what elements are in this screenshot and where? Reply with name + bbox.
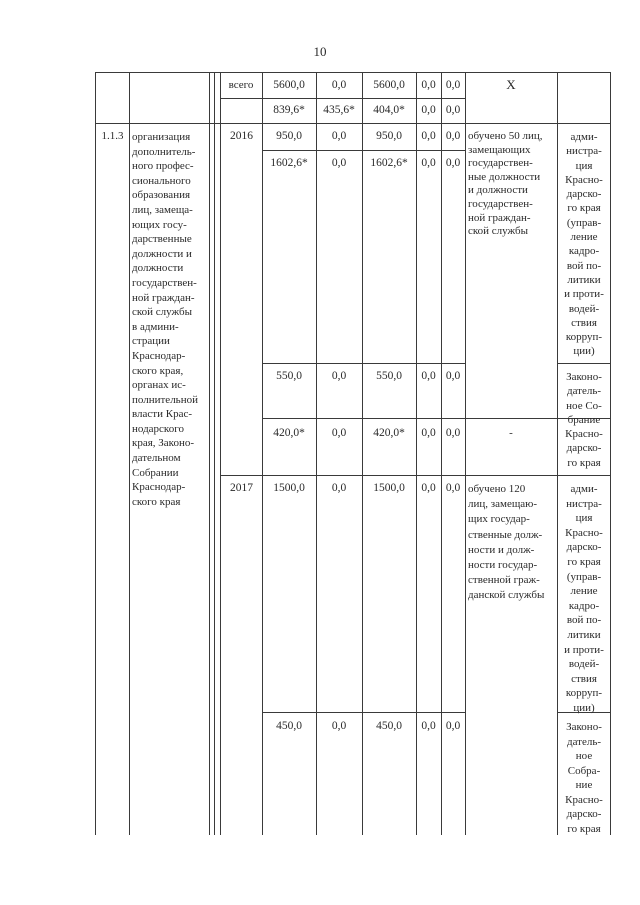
executor-zs-2016: Законо- датель- ное Со- брание Красно- дарско- го края — [565, 371, 603, 469]
table-cell: 0,0 — [445, 130, 461, 142]
table-cell: 0,0 — [421, 104, 436, 116]
table-cell: 5600,0 — [273, 79, 305, 91]
table-rule — [209, 72, 210, 835]
table-cell: 1500,0 — [273, 482, 305, 494]
table-rule — [262, 150, 465, 151]
table-cell: 950,0 — [276, 130, 302, 142]
table-cell: 0,0 — [421, 427, 436, 439]
table-rule — [610, 72, 611, 835]
table-rule — [262, 712, 465, 713]
table-cell: 0,0 — [331, 79, 347, 91]
table-rule — [220, 475, 610, 476]
table-cell: 0,0 — [331, 482, 347, 494]
executor-admin-2017: адми- нистра- ция Красно- дарско- го края (управ- ление кадро- вой по- литики и проти- водей- ствия корруп- ции) — [564, 483, 604, 714]
table-cell: 550,0 — [376, 370, 402, 382]
table-cell: 0,0 — [421, 482, 436, 494]
table-rule — [220, 72, 221, 835]
table-cell: 450,0 — [276, 720, 302, 732]
result-dash: - — [509, 427, 513, 439]
item-description: организация дополнитель- ного профес- сионального образования лиц, замеща- ющих госу- дарственные должности и должности государствен- ной граждан- ской службы в админи- страции Краснодар- ского края, органах ис- полнительной власти Крас- нодарского края, Законо- дательном Собрании Краснодар- ского края — [132, 131, 198, 508]
item-number: 1.1.3 — [101, 130, 124, 142]
table-cell: 0,0 — [445, 482, 461, 494]
table-cell: 1602,6* — [370, 157, 408, 169]
table-rule — [220, 98, 465, 99]
table-rule — [465, 72, 466, 835]
table-cell: 0,0 — [331, 370, 347, 382]
table-cell: 0,0 — [421, 157, 436, 169]
result-2017: обучено 120 лиц, замещаю- щих государ- ственные долж- ности и долж- ности государ- ственной граж- данской службы — [468, 483, 545, 602]
table-rule — [557, 363, 610, 364]
table-rule — [95, 72, 610, 73]
table-rule — [262, 363, 465, 364]
table-cell: 1602,6* — [270, 157, 308, 169]
table-cell: 0,0 — [421, 130, 436, 142]
year-label: 2016 — [230, 130, 253, 142]
table-cell: 420,0* — [373, 427, 405, 439]
total-label: всего — [228, 79, 254, 91]
executor-admin-2016: адми- нистра- ция Краснo- дарско- го края (управ- ление кадро- вой по- литики и проти- водей- ствия корруп- ции) — [564, 131, 604, 358]
table-cell: 550,0 — [276, 370, 302, 382]
total-result: Х — [506, 77, 516, 92]
table-cell: 0,0 — [445, 427, 461, 439]
page-number: 10 — [313, 44, 327, 59]
table-cell: 0,0 — [331, 427, 347, 439]
executor-zs-2017: Законо- датель- ное Собра- ние Красно- дарско- го края — [565, 721, 603, 835]
table-cell: 450,0 — [376, 720, 402, 732]
table-rule — [129, 72, 130, 835]
table-cell: 0,0 — [445, 157, 461, 169]
table-cell: 0,0 — [445, 720, 461, 732]
year-label: 2017 — [230, 482, 253, 494]
table-cell: 1500,0 — [373, 482, 405, 494]
table-cell: 0,0 — [331, 130, 347, 142]
table-cell: 950,0 — [376, 130, 402, 142]
table-cell: 0,0 — [445, 370, 461, 382]
table-cell: 839,6* — [273, 104, 305, 116]
table-cell: 5600,0 — [373, 79, 405, 91]
table-cell: 420,0* — [273, 427, 305, 439]
table-rule — [95, 123, 610, 124]
table-cell: 0,0 — [421, 79, 436, 91]
table-cell: 0,0 — [331, 157, 347, 169]
table-rule — [95, 72, 96, 835]
result-2016: обучено 50 лиц, замещающих государствен- ные должности и должности государствен- ной граждан- ской службы — [468, 130, 543, 238]
table-cell: 0,0 — [421, 720, 436, 732]
table-cell: 0,0 — [331, 720, 347, 732]
table-rule — [214, 72, 215, 835]
table-cell: 404,0* — [373, 104, 405, 116]
table-cell: 0,0 — [421, 370, 436, 382]
table-cell: 0,0 — [445, 79, 461, 91]
table-cell: 435,6* — [323, 104, 355, 116]
table-cell: 0,0 — [445, 104, 461, 116]
